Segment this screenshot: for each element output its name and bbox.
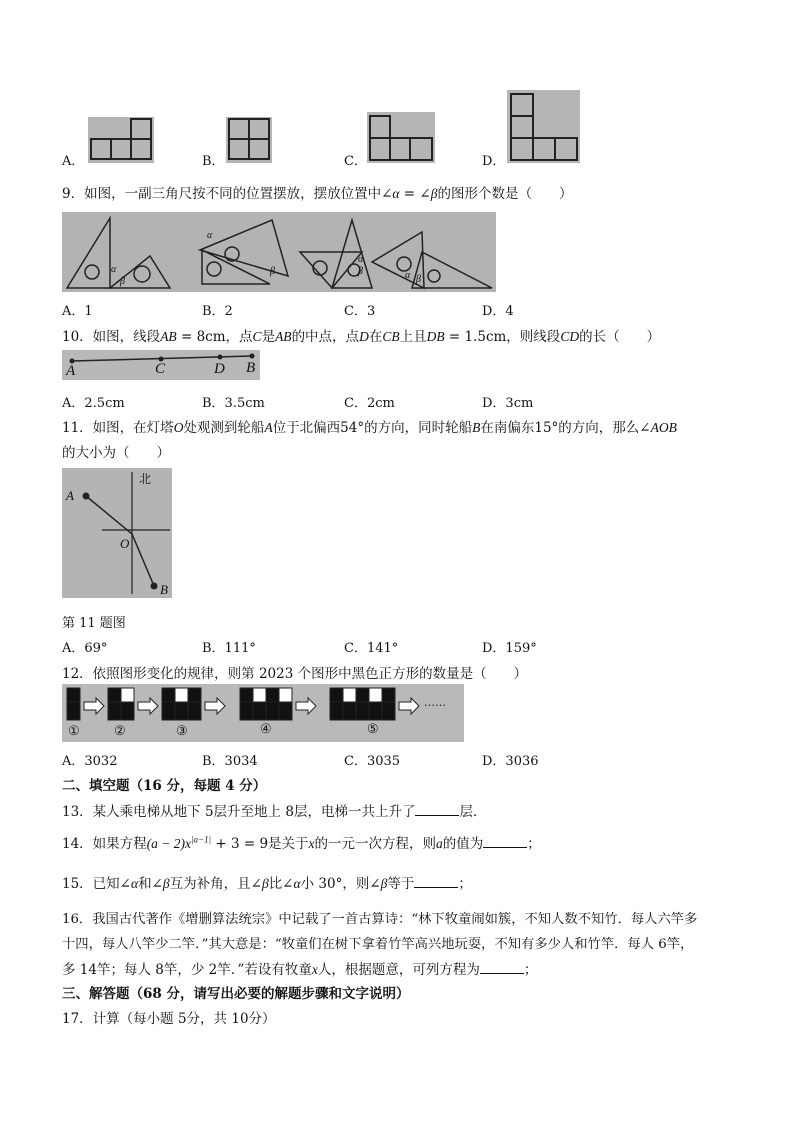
q8-figure-a: [88, 117, 154, 163]
q10-option-c: C．2cm: [344, 396, 395, 411]
q9-triangles: [62, 212, 496, 292]
q14-x: x: [308, 836, 315, 851]
q9-beta: β: [430, 186, 438, 201]
q8-figure-d: [507, 90, 580, 163]
q8-option-c: C．: [344, 154, 367, 169]
q11-figure: [62, 468, 172, 598]
q12-label-2: ②: [114, 724, 126, 739]
q15-beta3: β: [380, 876, 388, 891]
q14-eq-b: + 3 = 9: [211, 836, 269, 852]
q9-fig4-beta: β: [416, 274, 421, 285]
q8-shape-d: [507, 90, 580, 163]
q10-c: C: [252, 329, 262, 344]
q9-option-a: A．1: [62, 304, 93, 319]
q10-option-a: A．2.5cm: [62, 396, 125, 411]
q12-label-3: ③: [176, 724, 188, 739]
q9-fig2-beta: β: [270, 266, 275, 277]
q12-option-c: C．3035: [344, 754, 401, 769]
q10-t2: = 8cm，点: [176, 329, 253, 345]
q10-ab: AB: [160, 329, 177, 344]
section-2-heading: 二、填空题（16 分，每题 4 分）: [62, 778, 267, 794]
q11-label-b: B: [160, 582, 168, 597]
q15-tail: ；: [458, 876, 472, 892]
q14-t2: 是关于: [268, 836, 309, 852]
q11-a: A: [264, 420, 273, 435]
q8-shape-a: [88, 117, 154, 163]
q11-compass: [62, 468, 172, 598]
q9-fig3-alpha: α: [358, 254, 364, 265]
q16-line1: 16．我国古代著作《增删算法统宗》中记载了一首古算诗：“林下牧童闹如簇，不知人数不知竹．每人六竿多: [62, 912, 698, 927]
q8-figure-c: [367, 112, 435, 163]
q13-tail: 层．: [459, 804, 487, 820]
q10-option-d: D．3cm: [482, 396, 534, 411]
q17-stem: 17．计算（每小题 5分，共 10分）: [62, 1011, 276, 1027]
q9-fig4-alpha: α: [405, 270, 411, 281]
q15-t6: 等于: [387, 876, 415, 892]
q10-option-b: B．3.5cm: [202, 396, 265, 411]
q16-tail: ；: [523, 962, 538, 978]
q12-figure: [62, 684, 464, 742]
q14-exponent: |a−1|: [191, 834, 212, 845]
q12-label-1: ①: [68, 724, 80, 739]
q11-stem-line1: [62, 416, 677, 436]
q9-alpha: α: [392, 186, 400, 201]
q10-stem: [62, 325, 660, 345]
q11-option-b: B．111°: [202, 641, 256, 656]
q9-fig1-alpha: α: [111, 264, 117, 275]
q12-stem: 12．依照图形变化的规律，则第 2023 个图形中黑色正方形的数量是（ ）: [62, 666, 528, 682]
q9-option-c: C．3: [344, 304, 376, 319]
q10-ab2: AB: [275, 329, 292, 344]
q8-figure-b: [226, 117, 272, 163]
q15-beta2: β: [261, 876, 269, 891]
q16-t1: 多 14竿；每人 8竿，少 2竿．”若设有牧童: [62, 962, 312, 978]
q14-answer-blank[interactable]: [483, 835, 527, 848]
q11-t2: 处观测到轮船: [183, 420, 265, 436]
q9-fig2-alpha: α: [207, 230, 213, 241]
q12-ellipsis: ……: [424, 696, 446, 709]
q10-d: D: [359, 329, 369, 344]
q10-t4: 的中点，点: [291, 329, 360, 345]
q11-caption: 第 11 题图: [62, 616, 126, 631]
q15-t4: 比∠: [268, 876, 294, 892]
q13-stem: [62, 800, 486, 820]
q15-t3: 互为补角，且∠: [169, 876, 262, 892]
q10-t5: 在: [368, 329, 383, 345]
q10-label-b: B: [246, 360, 256, 376]
q16-t2: 人，根据题意，可列方程为: [317, 962, 480, 978]
q8-option-a: A．: [62, 154, 85, 169]
q15-t2: 和∠: [138, 876, 163, 892]
q11-option-d: D．159°: [482, 641, 537, 656]
q8-shape-b: [226, 117, 272, 163]
q10-label-c: C: [155, 361, 166, 377]
q11-label-north: 北: [139, 472, 152, 486]
q12-option-a: A．3032: [62, 754, 118, 769]
q11-option-a: A．69°: [62, 641, 108, 656]
q15-t5: 小 30°，则∠: [300, 876, 381, 892]
q9-fig1-beta: β: [120, 276, 125, 287]
q8-option-d: D．: [482, 154, 506, 169]
q10-t3: 是: [261, 329, 276, 345]
q11-b: B: [472, 420, 481, 435]
q15-alpha: α: [131, 876, 139, 891]
q9-option-d: D．4: [482, 304, 514, 319]
q15-alpha2: α: [293, 876, 301, 891]
q14-t4: 的值为: [442, 836, 484, 852]
q10-t6: 上且: [399, 329, 427, 345]
q11-t3: 位于北偏西54°的方向，同时轮船: [272, 420, 473, 436]
q10-cb: CB: [382, 329, 400, 344]
q8-shape-c: [367, 112, 435, 163]
q15-t1: 15．已知∠: [62, 876, 131, 892]
q9-figure: [62, 212, 496, 292]
q10-t1: 10．如图，线段: [62, 329, 161, 345]
q10-figure: [62, 350, 260, 380]
q12-option-d: D．3036: [482, 754, 539, 769]
q14-eq: (a − 2)x: [146, 836, 192, 851]
q14-t1: 14．如果方程: [62, 836, 147, 852]
q10-db: DB: [426, 329, 445, 344]
q9-eq: = ∠: [399, 186, 431, 202]
q15-answer-blank[interactable]: [414, 875, 458, 888]
q16-line3: [62, 958, 537, 978]
q15-stem: [62, 872, 472, 892]
q10-label-d: D: [214, 361, 225, 377]
q9-fig3-beta: β: [358, 266, 363, 277]
q14-a: a: [436, 836, 443, 851]
q15-beta: β: [162, 876, 170, 891]
q14-t3: 的一元一次方程，则: [314, 836, 437, 852]
q11-t1: 11．如图，在灯塔: [62, 420, 174, 436]
q9-text-a: 9．如图，一副三角尺按不同的位置摆放，摆放位置中∠: [62, 186, 393, 202]
q10-cd: CD: [560, 329, 580, 344]
q14-tail: ；: [527, 836, 541, 852]
q9-stem: [62, 182, 572, 202]
q12-label-5: ⑤: [367, 722, 379, 737]
q9-option-b: B．2: [202, 304, 233, 319]
q11-stem-line2: 的大小为（ ）: [62, 445, 170, 461]
q10-t8: 的长（ ）: [579, 329, 661, 345]
q16-line2: 十四，每人八竿少二竿．”其大意是：“牧童们在树下拿着竹竿高兴地玩耍，不知有多少人和竹竿．每人 6竿，: [62, 937, 694, 952]
q11-option-c: C．141°: [344, 641, 399, 656]
q11-t4: 在南偏东15°的方向，那么∠: [480, 420, 651, 436]
q12-label-4: ④: [260, 722, 272, 737]
q11-o: O: [173, 420, 184, 435]
q13-answer-blank[interactable]: [415, 803, 459, 816]
q14-stem: [62, 832, 541, 852]
q10-label-a: A: [66, 363, 76, 379]
q16-answer-blank[interactable]: [480, 961, 524, 974]
q11-aob: AOB: [650, 420, 677, 435]
q11-label-o: O: [120, 536, 130, 551]
q12-option-b: B．3034: [202, 754, 258, 769]
q11-label-a: A: [66, 488, 74, 503]
q10-t7: = 1.5cm，则线段: [444, 329, 561, 345]
q8-option-b: B．: [202, 154, 225, 169]
q13-text: 13．某人乘电梯从地下 5层升至地上 8层，电梯一共上升了: [62, 804, 416, 820]
section-3-heading: 三、解答题（68 分，请写出必要的解题步骤和文字说明）: [62, 986, 410, 1002]
q9-text-b: 的图形个数是（ ）: [437, 186, 573, 202]
q16-x: x: [311, 962, 318, 977]
